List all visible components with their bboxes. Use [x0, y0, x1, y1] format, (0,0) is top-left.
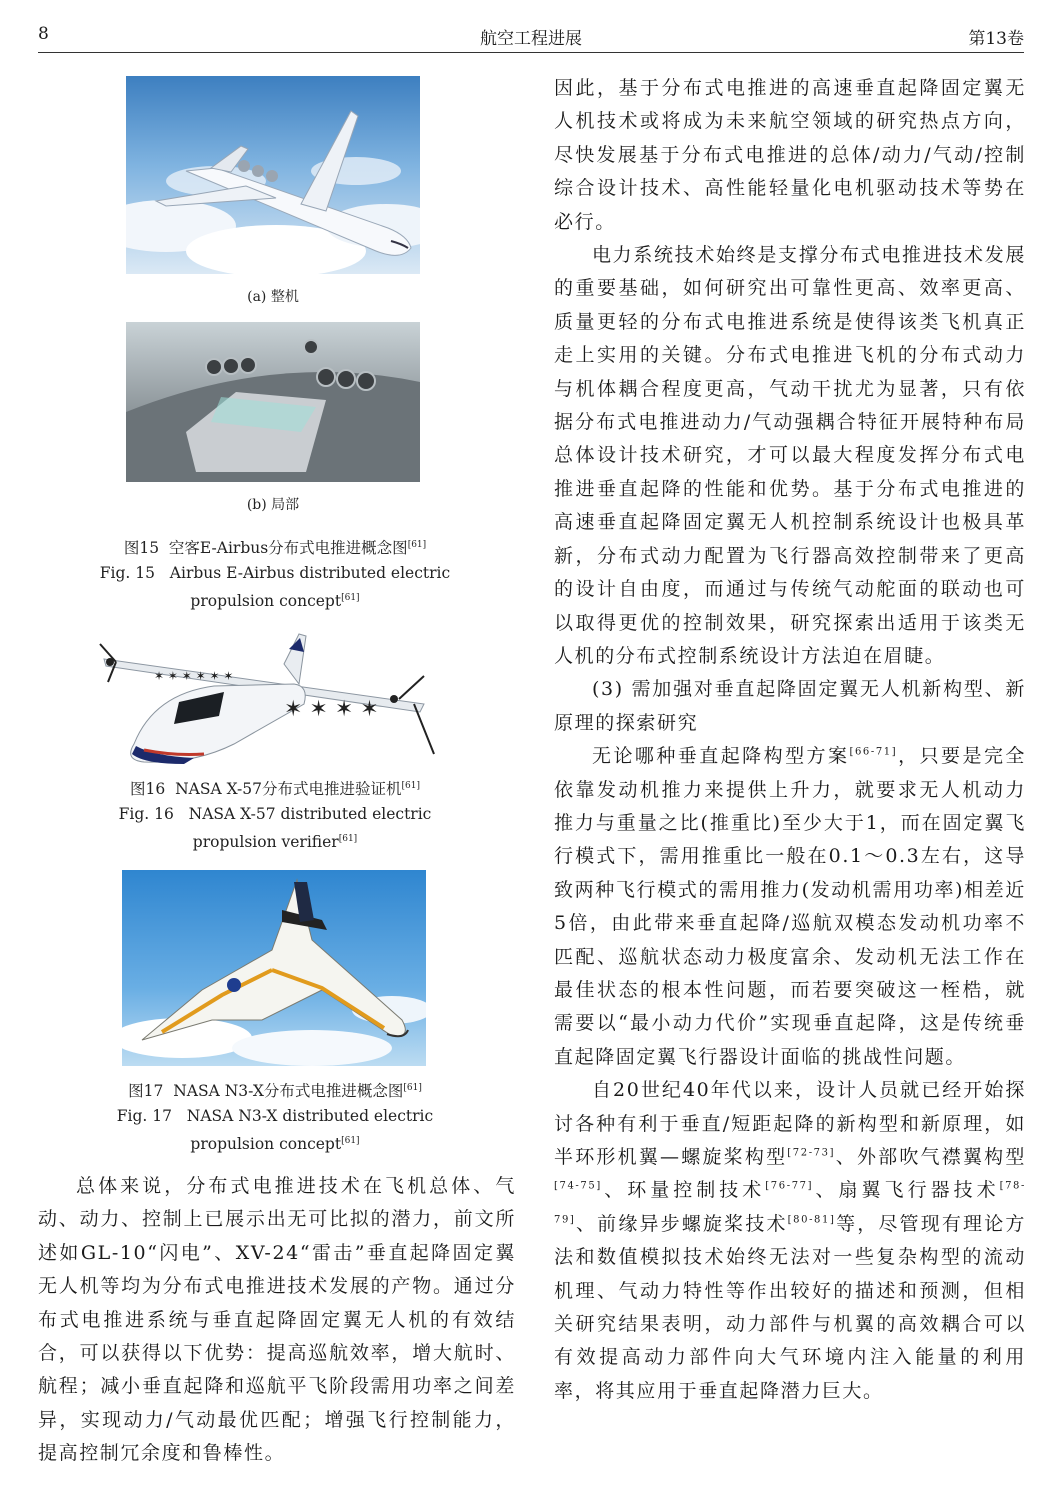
- figure-15a-subcaption: (a) 整机: [247, 289, 299, 305]
- journal-title: 航空工程进展: [480, 29, 582, 49]
- paragraph-summary: 总体来说，分布式电推进技术在飞机总体、气动、动力、控制上已展示出无可比拟的潜力，前文所述如GL-10“闪电”、XV-24“雷击”垂直起降固定翼无人机等均为分布式电推进技术发展的产物。通过分布式电推进系统与垂直起降固定翼无人机的有效结合，可以获得以下优势：提高巡航效率，增大航时、航程；减小垂直起降和巡航平飞阶段需用功率之间差异，实现动力/气动最优匹配；增强飞行控制能力，提高控制冗余度和鲁棒性。: [38, 1175, 516, 1465]
- figure-16-caption: [60, 774, 490, 855]
- figure-15-caption-en-line2: propulsion concept[61]: [190, 592, 360, 611]
- volume-label: 第13卷: [968, 29, 1024, 49]
- paragraph-continued: 因此，基于分布式电推进的高速垂直起降固定翼无人机技术或将成为未来航空领域的研究热点方向，尽快发展基于分布式电推进的总体/动力/气动/控制综合设计技术、高性能轻量化电机驱动技术等势在必行。: [554, 77, 1026, 233]
- paragraph-new-concepts: 自20世纪40年代以来，设计人员就已经开始探讨各种有利于垂直/短距起降的新构型和新原理，如半环形机翼—螺旋桨构型[72-73]、外部吹气襟翼构型[74-75]、环量控制技术[76-77]、扇翼飞行器技术[78-79]、前缘异步螺旋桨技术[80-81]等，尽管现有理论方法和数值模拟技术始终无法对一些复杂构型的流动机理、气动力特性等作出较好的描述和预测，但相关研究结果表明，动力部件与机翼的高效耦合可以有效提高动力部件向大气环境内注入能量的利用率，将其应用于垂直起降潜力巨大。: [554, 1079, 1026, 1402]
- figure-16-image: [94, 624, 456, 768]
- figure-17-caption-en-line2: propulsion concept[61]: [190, 1135, 360, 1154]
- page-number: 8: [38, 24, 49, 44]
- paragraph-heading-3: (3) 需加强对垂直起降固定翼无人机新构型、新原理的探索研究: [554, 678, 1026, 734]
- figure-15b-subcaption: (b) 局部: [246, 497, 300, 513]
- running-header: [38, 22, 1024, 53]
- paragraph-power-system: 电力系统技术始终是支撑分布式电推进技术发展的重要基础，如何研究出可靠性更高、效率更高、质量更轻的分布式电推进系统是使得该类飞机真正走上实用的关键。分布式电推进飞机的分布式动力与机体耦合程度更高，气动干扰尤为显著，只有依据分布式电推进动力/气动强耦合特征开展特种布局总体设计技术研究，才可以最大程度发挥分布式电推进垂直起降的性能和优势。基于分布式电推进的高速垂直起降固定翼无人机控制系统设计也极具革新，分布式动力配置为飞行器高效控制带来了更高的设计自由度，而通过与传统气动舵面的联动也可以取得更优的控制效果，研究探索出适用于该类无人机的分布式控制系统设计方法迫在眉睫。: [554, 244, 1026, 667]
- svg-text:✶ ✶ ✶ ✶: ✶ ✶ ✶ ✶: [284, 697, 379, 722]
- left-body-text: [38, 1170, 516, 1471]
- right-body-text: [554, 72, 1026, 1408]
- figure-15-caption-en: Fig. 15 Airbus E-Airbus distributed electric: [99, 564, 451, 583]
- figure-15-caption: [60, 533, 490, 614]
- figure-17-caption-en: Fig. 17 NASA N3-X distributed electric: [116, 1107, 434, 1126]
- figure-17-image: [122, 870, 426, 1066]
- svg-text:✶ ✶ ✶ ✶ ✶ ✶: ✶ ✶ ✶ ✶ ✶ ✶: [154, 669, 234, 683]
- figure-17-caption: [60, 1076, 490, 1157]
- figure-15a-image: [126, 76, 420, 274]
- figure-17-caption-cn: 图17 NASA N3-X分布式电推进概念图[61]: [128, 1082, 422, 1101]
- figure-15b-image: [126, 322, 420, 482]
- figure-15-caption-cn: 图15 空客E-Airbus分布式电推进概念图[61]: [123, 539, 427, 558]
- figure-16-caption-en-line2: propulsion verifier[61]: [192, 833, 358, 852]
- figure-16-caption-cn: 图16 NASA X-57分布式电推进验证机[61]: [129, 780, 421, 799]
- figure-16-caption-en: Fig. 16 NASA X-57 distributed electric: [118, 805, 432, 824]
- paragraph-vtol-configurations: 无论哪种垂直起降构型方案[66-71]，只要是完全依靠发动机推力来提供上升力，就要求无人机动力推力与重量之比(推重比)至少大于1，而在固定翼飞行模式下，需用推重比一般在0.1～0.3左右，这导致两种飞行模式的需用推力(发动机需用功率)相差近5倍，由此带来垂直起降/巡航双模态发动机功率不匹配、巡航状态动力极度富余、发动机无法工作在最佳状态的根本性问题，而若要突破这一桎梏，就需要以“最小动力代价”实现垂直起降，这是传统垂直起降固定翼飞行器设计面临的挑战性问题。: [554, 745, 1026, 1068]
